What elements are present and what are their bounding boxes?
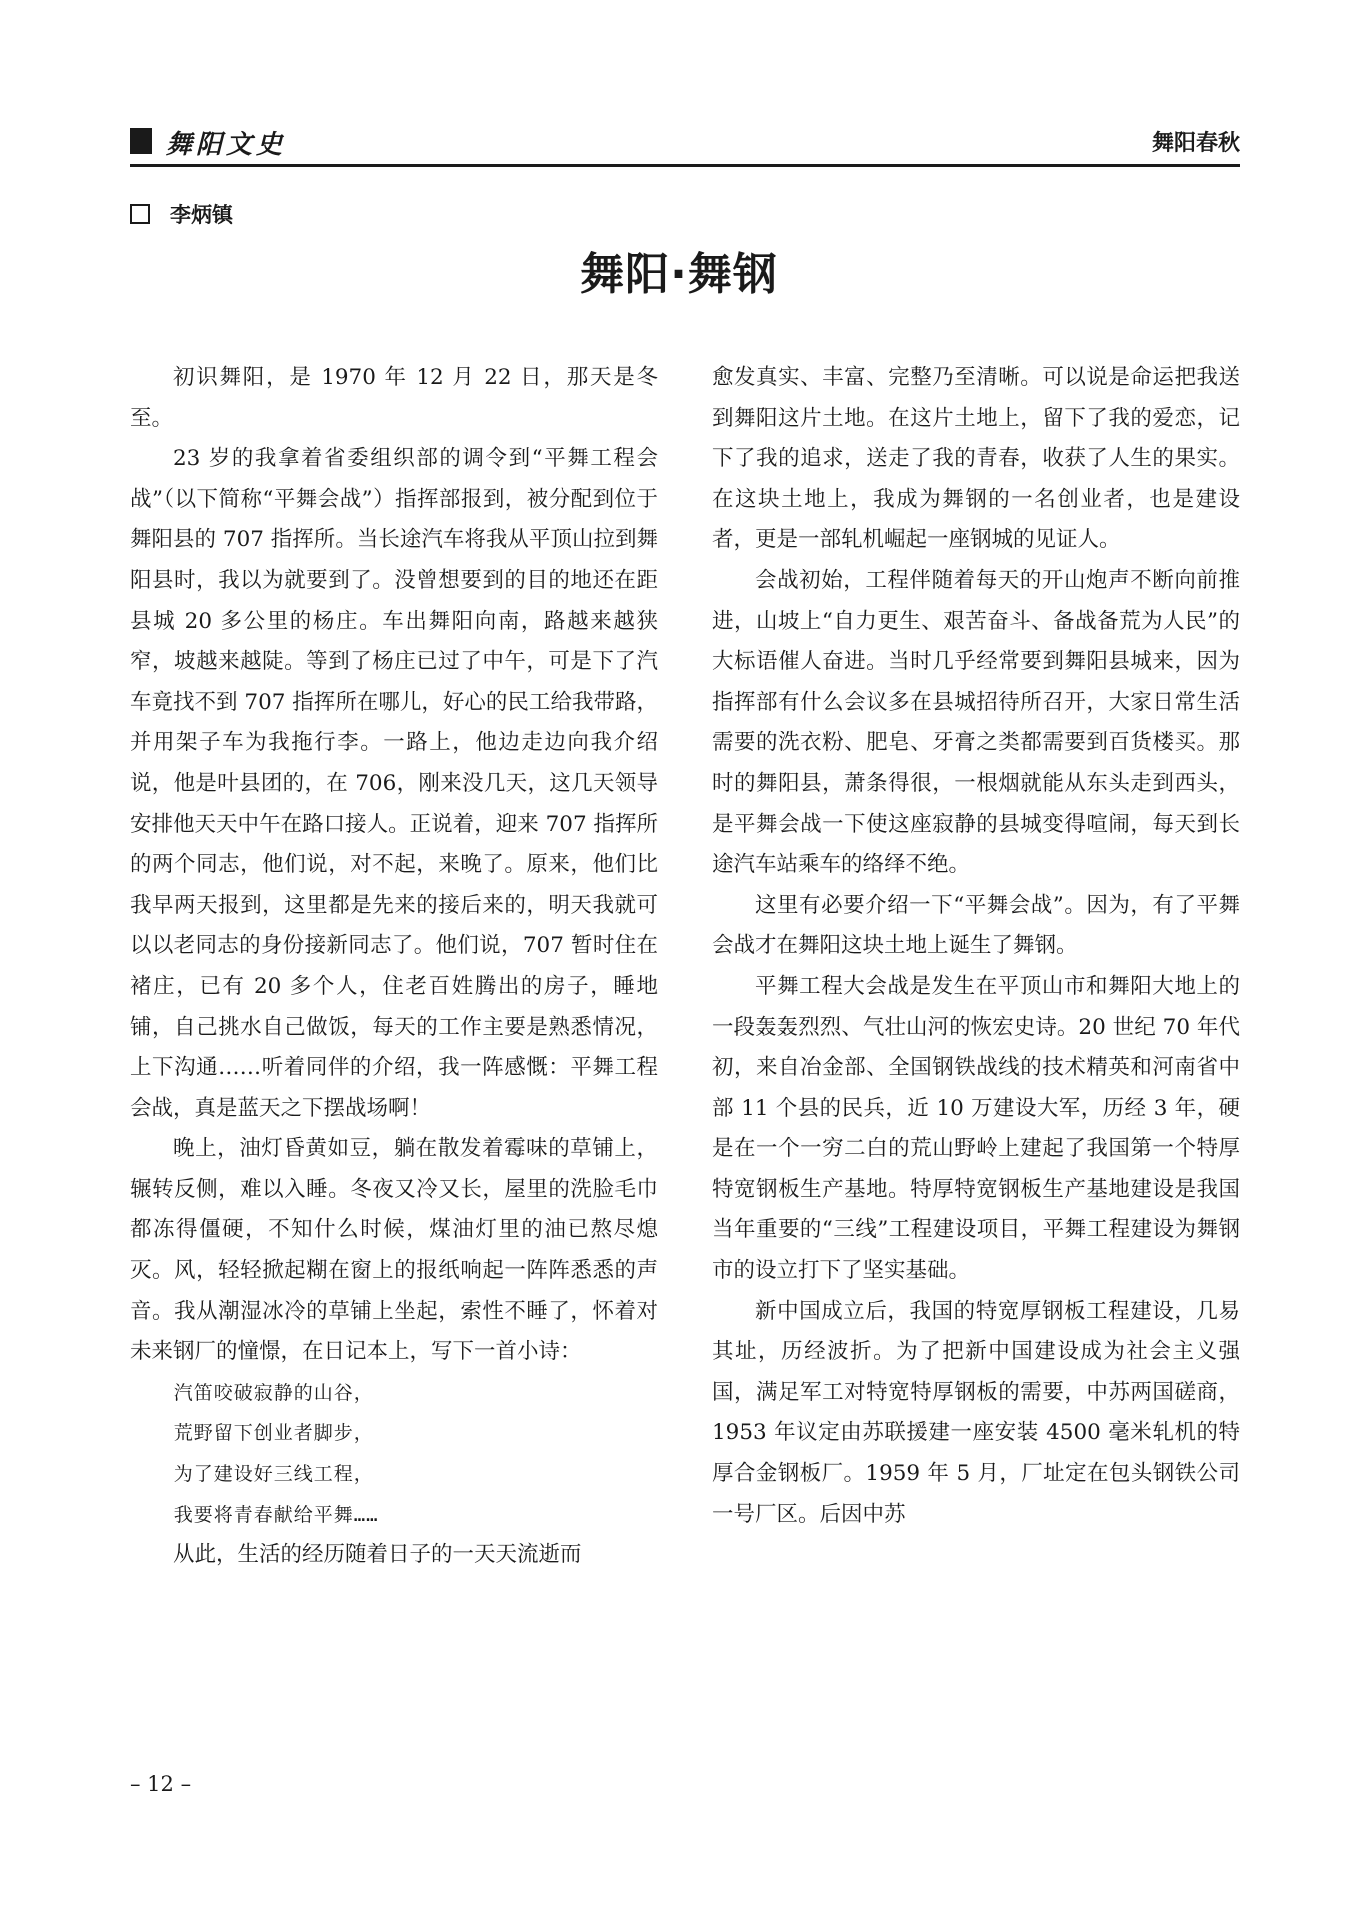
paragraph: 23 岁的我拿着省委组织部的调令到“平舞工程会战”（以下简称“平舞会战”）指挥部报到，被分配到位于舞阳县的 707 指挥所。当长途汽车将我从平顶山拉到舞阳县时，我以为就要到了。没曾想要到的目的地还在距县城 20 多公里的杨庄。车出舞阳向南，路越来越狭窄，坡越来越陡。等到了杨庄已过了中午，可是下了汽车竟找不到 707 指挥所在哪儿，好心的民工给我带路，并用架子车为我拖行李。一路上，他边走边向我介绍说，他是叶县团的，在 706，刚来没几天，这几天领导安排他天天中午在路口接人。正说着，迎来 707 指挥所的两个同志，他们说，对不起，来晚了。原来，他们比我早两天报到，这里都是先来的接后来的，明天我就可以以老同志的身份接新同志了。他们说，707 暂时住在褚庄，已有 20 多个人，住老百姓腾出的房子，睡地铺，自己挑水自己做饭，每天的工作主要是熟悉情况，上下沟通……听着同伴的介绍，我一阵感慨：平舞工程会战，真是蓝天之下摆战场啊！: [130, 446, 658, 1121]
author-line: [130, 198, 233, 230]
journal-title: 舞阳文史: [166, 130, 287, 160]
poem-line: 汽笛咬破寂静的山谷，: [173, 1381, 374, 1404]
author-name: 李炳镇: [170, 203, 233, 227]
author-box-icon: [130, 204, 150, 224]
header-rule: [130, 164, 1240, 167]
page-header: [130, 122, 1240, 162]
paragraph: 会战初始，工程伴随着每天的开山炮声不断向前推进，山坡上“自力更生、艰苦奋斗、备战备荒为人民”的大标语催人奋进。当时几乎经常要到舞阳县城来，因为指挥部有什么会议多在县城招待所召开，大家日常生活需要的洗衣粉、肥皂、牙膏之类都需要到百货楼买。那时的舞阳县，萧条得很，一根烟就能从东头走到西头，是平舞会战一下使这座寂静的县城变得喧闹，每天到长途汽车站乘车的络绎不绝。: [712, 567, 1240, 878]
poem-line: 我要将青春献给平舞……: [173, 1503, 379, 1526]
page-number: – 12 –: [130, 1772, 192, 1796]
paragraph: 这里有必要介绍一下“平舞会战”。因为，有了平舞会战才在舞阳这块土地上诞生了舞钢。: [712, 892, 1240, 959]
poem-line: 荒野留下创业者脚步，: [173, 1422, 374, 1445]
paragraph: 晚上，油灯昏黄如豆，躺在散发着霉味的草铺上，辗转反侧，难以入睡。冬夜又冷又长，屋里的洗脸毛巾都冻得僵硬，不知什么时候，煤油灯里的油已熬尽熄灭。风，轻轻掀起糊在窗上的报纸响起一阵阵悉悉的声音。我从潮湿冰冷的草铺上坐起，索性不睡了，怀着对未来钢厂的憧憬，在日记本上，写下一首小诗：: [130, 1136, 658, 1365]
article-title: 舞阳·舞钢: [580, 249, 778, 300]
paragraph: 从此，生活的经历随着日子的一天天流逝而: [173, 1542, 582, 1568]
section-title: 舞阳春秋: [1151, 131, 1240, 156]
right-column: [712, 358, 1240, 1535]
left-column: [130, 358, 658, 1576]
paragraph: 新中国成立后，我国的特宽厚钢板工程建设，几易其址，历经波折。为了把新中国建设成为社会主义强国，满足军工对特宽特厚钢板的需要，中苏两国磋商，1953 年议定由苏联援建一座安装 4500 毫米轧机的特厚合金钢板厂。1959 年 5 月，厂址定在包头钢铁公司一号厂区。后因中苏: [712, 1298, 1240, 1527]
header-block-mark: [130, 128, 152, 154]
paragraph: 初识舞阳，是 1970 年 12 月 22 日，那天是冬至。: [130, 365, 658, 431]
poem-line: 为了建设好三线工程，: [173, 1463, 374, 1486]
paragraph: 平舞工程大会战是发生在平顶山市和舞阳大地上的一段轰轰烈烈、气壮山河的恢宏史诗。20 世纪 70 年代初，来自冶金部、全国钢铁战线的技术精英和河南省中部 11 个县的民兵，近 10 万建设大军，历经 3 年，硬是在一个一穷二白的荒山野岭上建起了我国第一个特厚特宽钢板生产基地。特厚特宽钢板生产基地建设是我国当年重要的“三线”工程建设项目，平舞工程建设为舞钢市的设立打下了坚实基础。: [712, 973, 1240, 1284]
paragraph-continuation: 愈发真实、丰富、完整乃至清晰。可以说是命运把我送到舞阳这片土地。在这片土地上，留下了我的爱恋，记下了我的追求，送走了我的青春，收获了人生的果实。在这块土地上，我成为舞钢的一名创业者，也是建设者，更是一部轧机崛起一座钢城的见证人。: [712, 365, 1240, 553]
